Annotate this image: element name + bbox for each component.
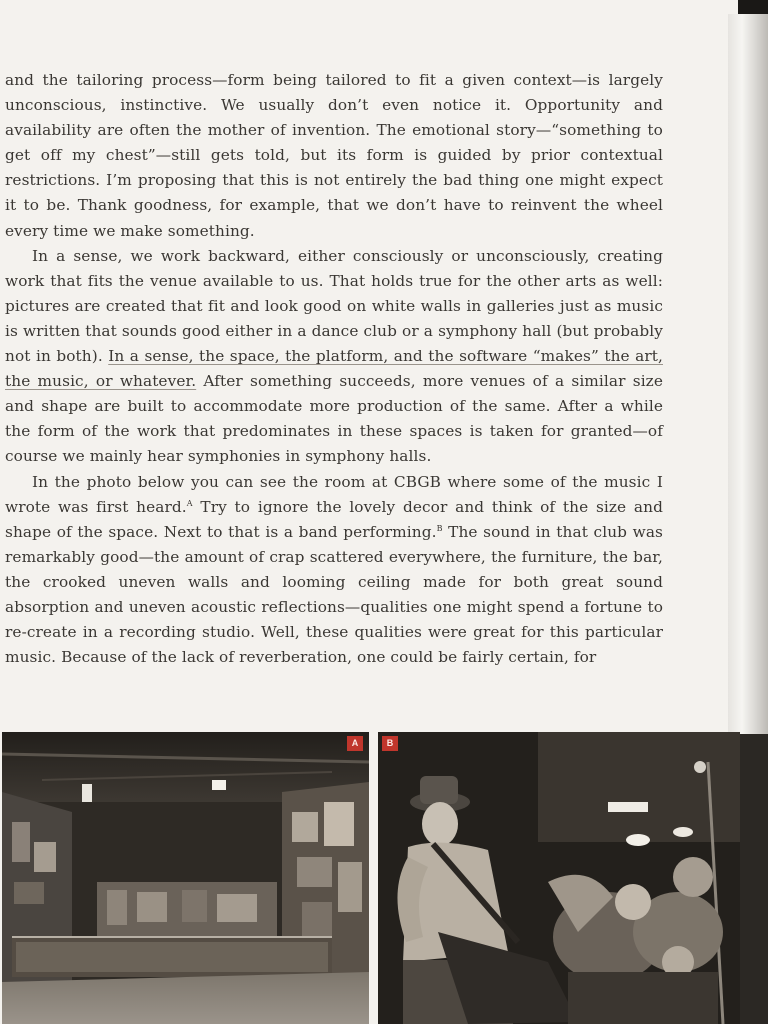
paragraph-1-text: and the tailoring process—form being tailored to fit a given context—is largely unconscious, instinctive. We usually don’t even notice it. Opportunity and availability are often the mother of invention. The emotional story—“something to get off my chest”—still gets told, but its form is guided by prior contextual restrictions. I’m proposing that this is not entirely the bad thing one might expect it to be. Thank goodness, for example, that we don’t have to reinvent the wheel every time we make something. — [5, 71, 663, 240]
body-text — [5, 68, 663, 670]
paragraph-3 — [5, 470, 663, 671]
paragraph-2-text-start: In a sense, we work backward, either consciously or unconsciously, creating work that fits the venue available to us. That holds true for the other arts as well: pictures are created that fit and look good on white walls in galleries just as music is written that sounds good either in a dance club or a symphony hall (but probably not in both). — [5, 246, 663, 366]
photo-cbgb-room — [2, 732, 369, 1024]
paragraph-3-text-middle: Try to ignore the lovely decor and think of the size and shape of the space. Next to that is a band performing. — [5, 497, 663, 541]
photo-tag-a: A — [347, 736, 363, 751]
page-edge-shadow — [740, 734, 768, 1024]
footnote-marker-b: B — [436, 523, 443, 533]
paragraph-1 — [5, 68, 663, 244]
cbgb-room-image — [2, 732, 369, 1024]
photo-band-performing — [378, 732, 740, 1024]
paragraph-3-text-start: In the photo below you can see the room at CBGB where some of the music I wrote was first heard. — [5, 472, 663, 516]
paragraph-2 — [5, 244, 663, 470]
band-performing-image — [378, 732, 740, 1024]
paragraph-2-text-end: After something succeeds, more venues of a similar size and shape are built to accommodate more production of the same. After a while the form of the work that predominates in these spaces is taken for granted—of course we mainly hear symphonies in symphony halls. — [5, 372, 663, 466]
paragraph-3-text-end: The sound in that club was remarkably good—the amount of crap scattered everywhere, the furniture, the bar, the crooked uneven walls and looming ceiling made for both great sound absorption and uneven acoustic reflections—qualities one might spend a fortune to re-create in a recording studio. Well, these qualities were great for this particular music. Because of the lack of reverberation, one could be fairly certain, for — [5, 522, 664, 667]
photo-tag-b: B — [382, 736, 398, 751]
underlined-passage: In a sense, the space, the platform, and the software “makes” the art, the music, or whatever. — [5, 347, 663, 391]
footnote-marker-a: A — [186, 498, 193, 508]
page-edge — [728, 14, 768, 734]
